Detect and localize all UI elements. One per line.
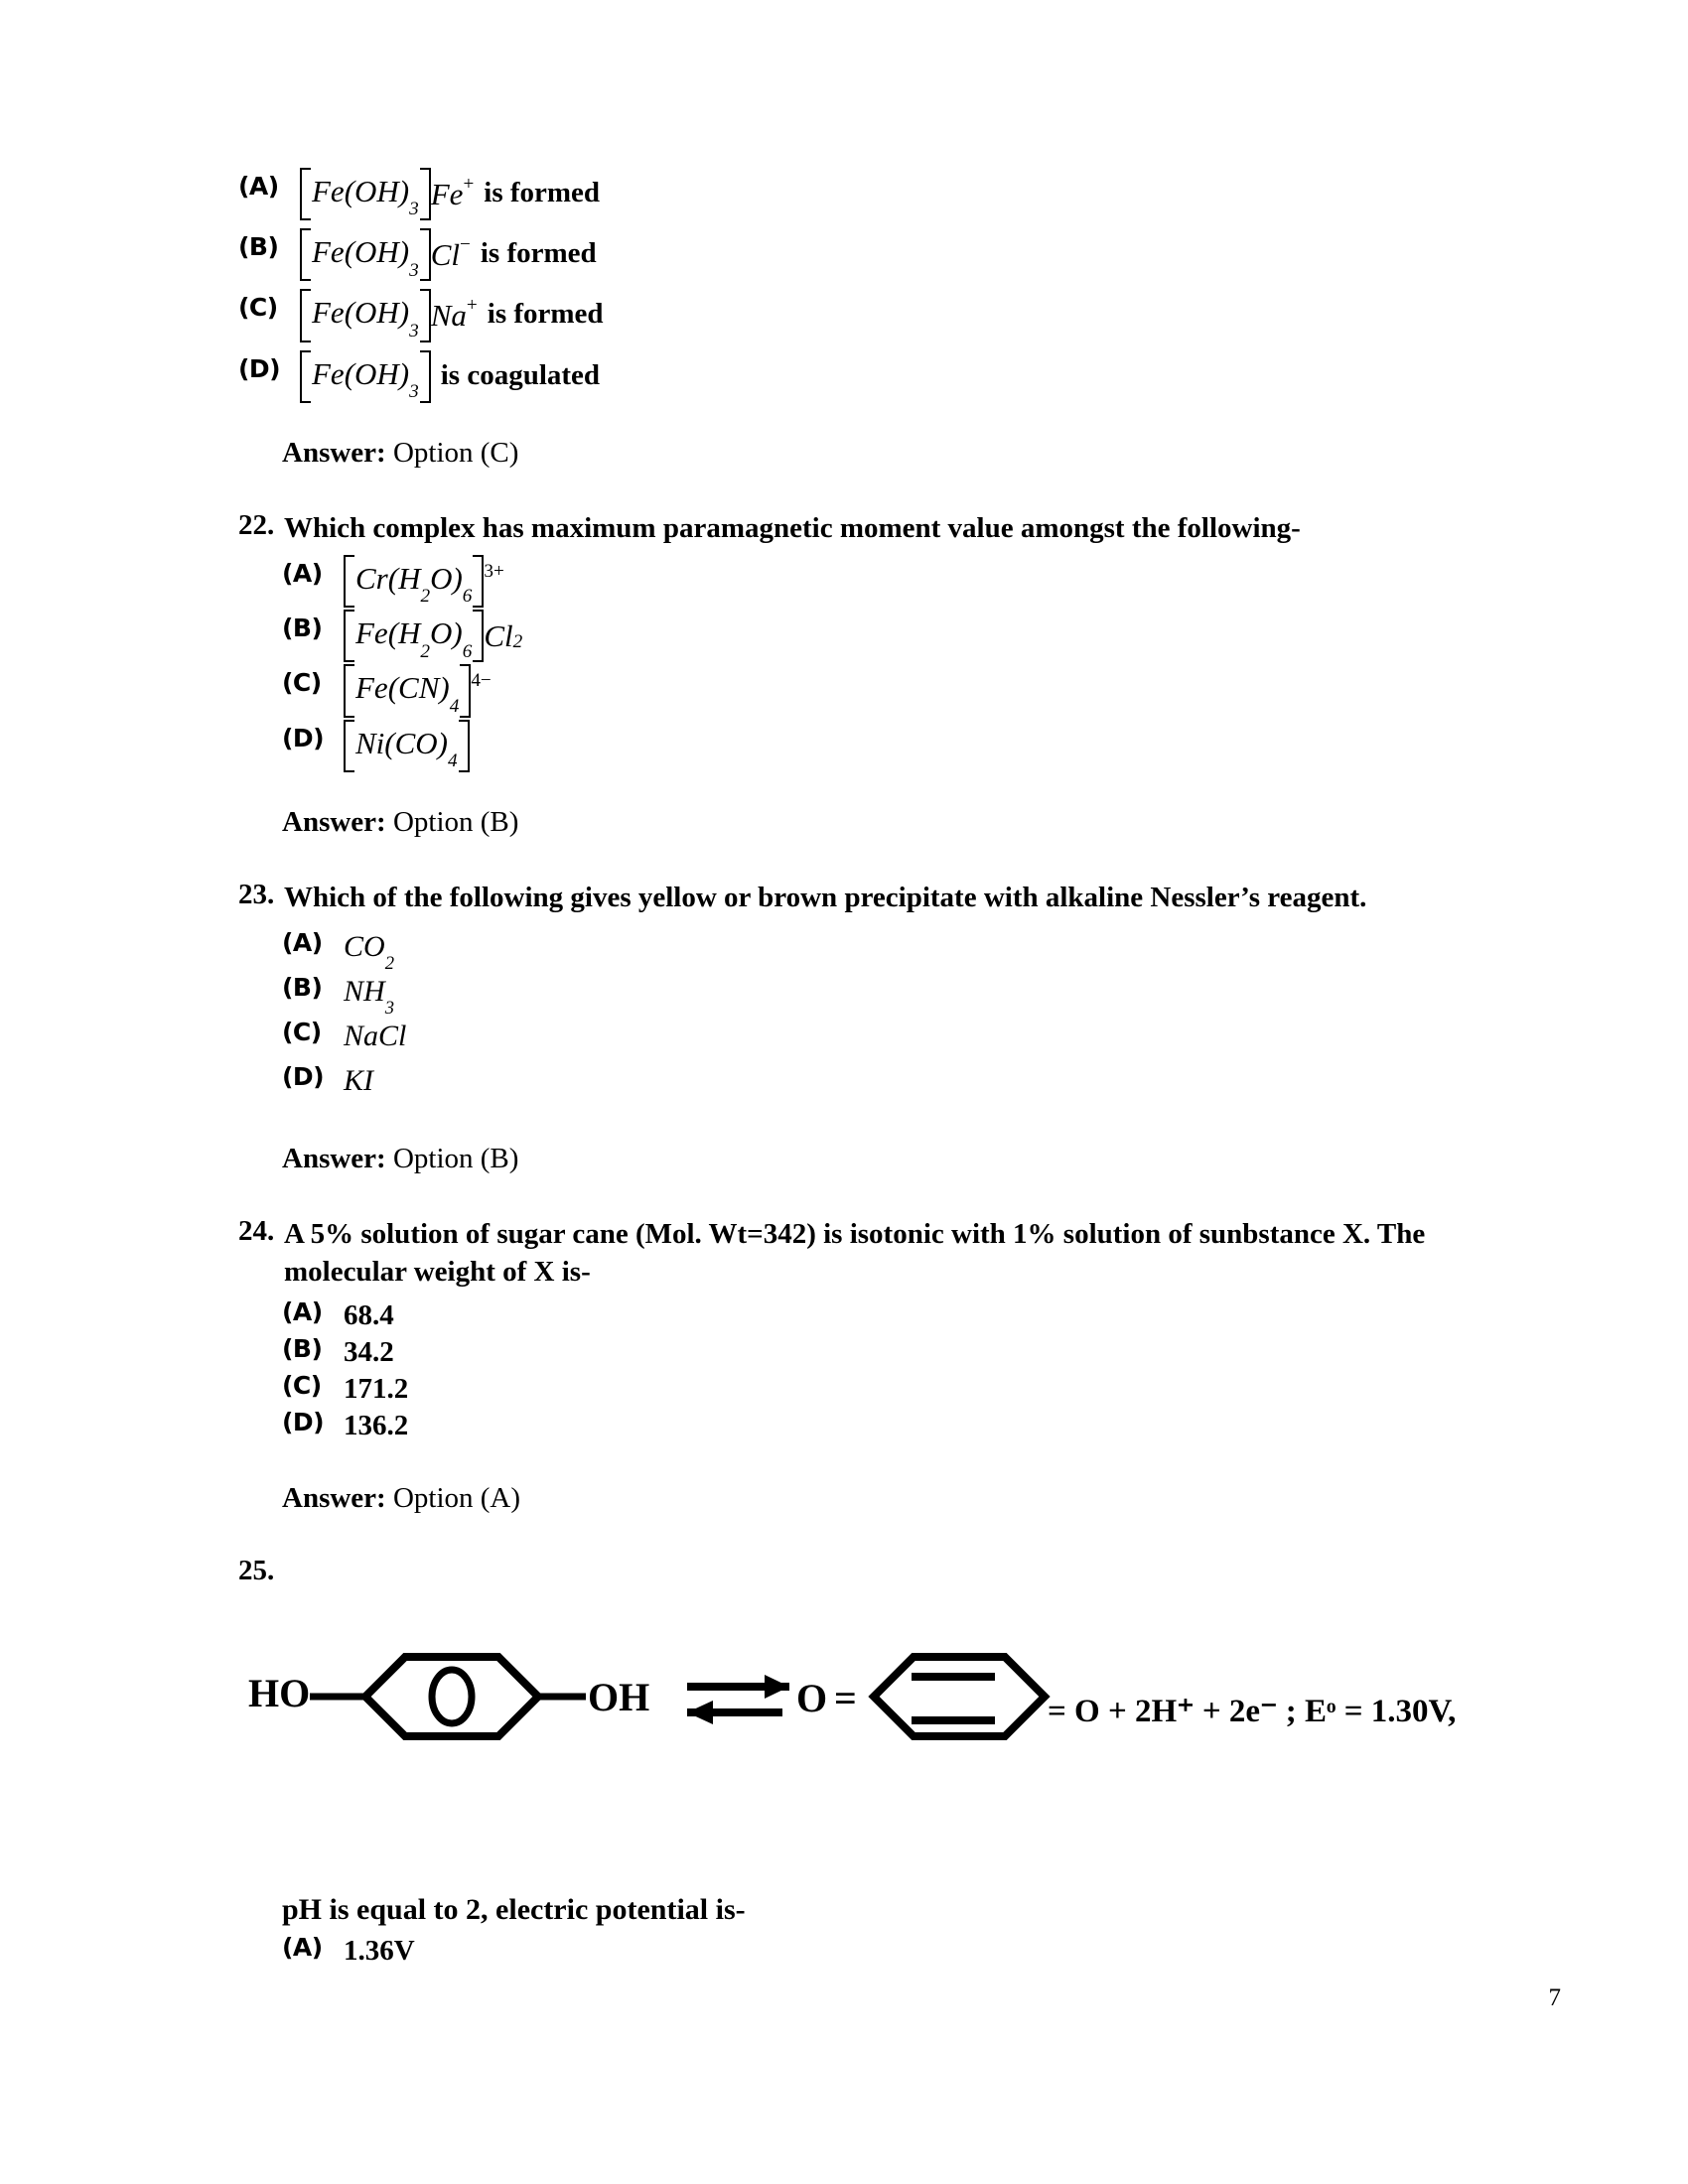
option-row-b[interactable] — [282, 973, 1479, 1019]
question-number: 25. — [238, 1554, 275, 1586]
carbonyl-o-left: O — [796, 1675, 828, 1720]
question-25-prompt-block — [238, 1893, 1479, 1968]
double-bond-equals-left: = — [834, 1675, 857, 1720]
counter-ion: Cl — [430, 236, 461, 272]
option-content — [344, 1410, 1479, 1442]
option-text: is formed — [484, 177, 601, 208]
option-value — [344, 1064, 373, 1103]
question-25 — [238, 1555, 1479, 1587]
answer-value: Option (B) — [392, 805, 519, 838]
page-number: 7 — [1548, 1984, 1561, 2011]
option-content — [344, 1935, 1479, 1968]
formula-metal: Fe — [312, 174, 345, 208]
option-label: (A) — [282, 928, 323, 958]
option-label: (C) — [282, 1370, 322, 1400]
aromatic-circle-icon — [432, 1670, 472, 1723]
answer-value: Option (C) — [392, 436, 519, 469]
option-row-a[interactable] — [238, 172, 1479, 220]
option-value: 171.2 — [344, 1372, 409, 1405]
option-content — [300, 233, 1479, 281]
formula-ligand-mid: O) — [430, 615, 463, 651]
oh-label: OH — [588, 1674, 650, 1719]
formula-subscript: 3 — [409, 320, 419, 341]
bracket-group — [300, 234, 431, 281]
answer-value: Option (B) — [392, 1143, 519, 1175]
formula-subscript: 3 — [409, 259, 419, 281]
question-23 — [238, 879, 1479, 916]
option-label: (A) — [282, 1297, 323, 1326]
bracket-group — [344, 725, 470, 771]
option-value-text: NH — [344, 975, 385, 1009]
option-text: is formed — [480, 237, 597, 270]
option-content — [344, 1020, 1479, 1058]
bracket-group — [344, 670, 471, 717]
bracket-group — [344, 615, 484, 662]
ho-label: HO — [248, 1670, 311, 1715]
counter-ion: Fe — [430, 176, 464, 211]
counter-ion: Cl — [484, 617, 513, 653]
option-row-d[interactable] — [282, 1064, 1479, 1103]
answer-label: Answer: — [282, 1143, 386, 1175]
bracket-group — [344, 561, 484, 608]
option-content — [344, 930, 1479, 974]
formula-ligand-open: (H — [387, 561, 421, 597]
bracket-group — [300, 174, 431, 220]
option-content — [344, 670, 1479, 717]
formula-metal: Ni — [355, 725, 385, 760]
counter-ion-subscript: 2 — [512, 630, 523, 652]
formula-subscript: 4 — [448, 750, 458, 771]
option-label: (C) — [238, 293, 278, 323]
formula-subscript: 6 — [462, 586, 473, 608]
formula-ligand-open: (CN) — [387, 670, 450, 706]
option-value: 1.36V — [344, 1934, 415, 1967]
chemical-formula — [300, 355, 431, 402]
option-row-a[interactable] — [282, 559, 1479, 608]
counter-ion-charge: + — [466, 294, 478, 316]
option-label: (B) — [282, 1333, 323, 1363]
formula-subscript: 2 — [420, 640, 431, 662]
chemical-formula — [300, 233, 471, 281]
formula-subscript: 3 — [409, 199, 419, 220]
formula-ligand-open: (CO) — [384, 725, 449, 760]
option-row-b[interactable] — [282, 614, 1479, 662]
option-value-text: NaCl — [344, 1020, 407, 1053]
option-content — [344, 615, 1479, 662]
counter-ion-charge: + — [463, 173, 475, 195]
chemical-formula — [300, 173, 475, 220]
option-row-a[interactable] — [282, 1299, 1479, 1332]
question-23-options — [238, 930, 1479, 1103]
option-row-c[interactable] — [238, 293, 1479, 341]
formula-ligand-open: (H — [387, 615, 421, 651]
chemical-formula — [344, 670, 492, 717]
formula-metal: Fe — [355, 615, 388, 651]
question-21-options — [238, 172, 1479, 402]
option-value — [344, 975, 394, 1019]
question-text: Which of the following gives yellow or brown precipitate with alkaline Nessler’s reagent. — [284, 881, 1367, 913]
option-label: (C) — [282, 1018, 322, 1047]
option-value — [344, 1020, 406, 1058]
counter-ion: Na — [430, 297, 467, 333]
question-22-options — [238, 559, 1479, 771]
option-row-c[interactable] — [282, 668, 1479, 717]
chemical-formula — [300, 294, 478, 341]
formula-ligand-mid: O) — [430, 561, 463, 597]
option-label: (B) — [282, 614, 323, 643]
option-value — [344, 930, 394, 974]
question-24-options — [238, 1299, 1479, 1442]
option-value: 136.2 — [344, 1409, 409, 1441]
equilibrium-arrow-icon — [687, 1675, 789, 1724]
answer-label: Answer: — [282, 805, 386, 838]
answer-24 — [238, 1482, 1479, 1515]
option-label: (B) — [282, 973, 323, 1003]
option-value-subscript: 3 — [384, 997, 394, 1019]
option-row-c[interactable] — [282, 1370, 1479, 1406]
bracket-group — [300, 295, 431, 341]
option-label: (D) — [238, 353, 281, 383]
page-content — [238, 174, 1479, 1968]
option-row-c[interactable] — [282, 1020, 1479, 1058]
option-label: (A) — [282, 559, 323, 589]
reaction-scheme — [238, 1609, 1479, 1838]
chemical-formula — [344, 560, 504, 608]
formula-ligand: (OH) — [344, 295, 410, 331]
option-label: (A) — [282, 1932, 323, 1962]
option-content — [344, 1064, 1479, 1103]
formula-metal: Fe — [312, 234, 345, 270]
formula-ligand: (OH) — [344, 174, 410, 208]
formula-charge: 4− — [471, 670, 492, 691]
option-row-d[interactable] — [282, 723, 1479, 771]
answer-21 — [238, 437, 1479, 470]
bracket-group — [300, 355, 431, 402]
option-text: is formed — [487, 298, 604, 331]
formula-subscript: 3 — [409, 380, 419, 402]
option-content — [344, 560, 1479, 608]
option-label: (D) — [282, 723, 325, 752]
answer-label: Answer: — [282, 1481, 386, 1514]
option-content — [344, 725, 1479, 771]
chemical-formula — [344, 615, 523, 662]
option-label: (D) — [282, 1407, 325, 1436]
option-label: (A) — [238, 172, 279, 201]
option-content — [300, 294, 1479, 341]
option-value-text: KI — [344, 1064, 373, 1098]
option-content — [344, 1373, 1479, 1406]
answer-label: Answer: — [282, 436, 386, 469]
option-value: 68.4 — [344, 1298, 394, 1331]
option-row-a[interactable] — [282, 928, 1479, 974]
option-row-a[interactable] — [282, 1932, 1479, 1968]
formula-subscript: 2 — [420, 586, 431, 608]
option-content — [300, 173, 1479, 220]
option-content — [344, 1336, 1479, 1369]
option-value: 34.2 — [344, 1335, 394, 1368]
option-value-text: CO — [344, 930, 385, 964]
option-label: (C) — [282, 668, 322, 698]
option-value-subscript: 2 — [384, 952, 394, 974]
option-row-b[interactable] — [238, 232, 1479, 281]
question-number: 22. — [238, 508, 275, 541]
formula-metal: Fe — [312, 295, 345, 331]
question-number: 23. — [238, 878, 275, 910]
formula-ligand: (OH) — [344, 234, 410, 270]
formula-metal: Fe — [355, 670, 388, 706]
option-row-d[interactable] — [282, 1407, 1479, 1442]
question-text: Which complex has maximum paramagnetic moment value amongst the following- — [284, 511, 1301, 544]
question-text: A 5% solution of sugar cane (Mol. Wt=342) is isotonic with 1% solution of sunbstance X. The molecular weight of X is- — [284, 1218, 1426, 1289]
formula-subscript: 4 — [449, 695, 460, 717]
option-content — [344, 1299, 1479, 1332]
question-22 — [238, 509, 1479, 547]
formula-subscript: 6 — [462, 640, 473, 662]
answer-value: Option (A) — [392, 1481, 521, 1514]
reaction-scheme-tail: = O + 2H⁺ + 2e⁻ ; Eᵒ = 1.30V, — [1048, 1693, 1457, 1729]
formula-ligand: (OH) — [344, 355, 410, 391]
counter-ion-charge: − — [460, 233, 471, 255]
option-row-d[interactable] — [238, 353, 1479, 402]
option-label: (B) — [238, 232, 279, 262]
question-24 — [238, 1215, 1479, 1292]
answer-22 — [238, 806, 1479, 839]
option-row-b[interactable] — [282, 1333, 1479, 1369]
question-25-prompt: pH is equal to 2, electric potential is- — [282, 1892, 746, 1926]
option-content — [300, 355, 1479, 402]
formula-metal: Cr — [355, 561, 388, 597]
question-number: 24. — [238, 1215, 275, 1248]
formula-metal: Fe — [312, 355, 345, 391]
formula-charge: 3+ — [484, 560, 504, 582]
chemical-formula — [344, 725, 470, 771]
answer-23 — [238, 1143, 1479, 1175]
option-text: is coagulated — [440, 358, 601, 391]
option-label: (D) — [282, 1062, 325, 1092]
option-content — [344, 975, 1479, 1019]
